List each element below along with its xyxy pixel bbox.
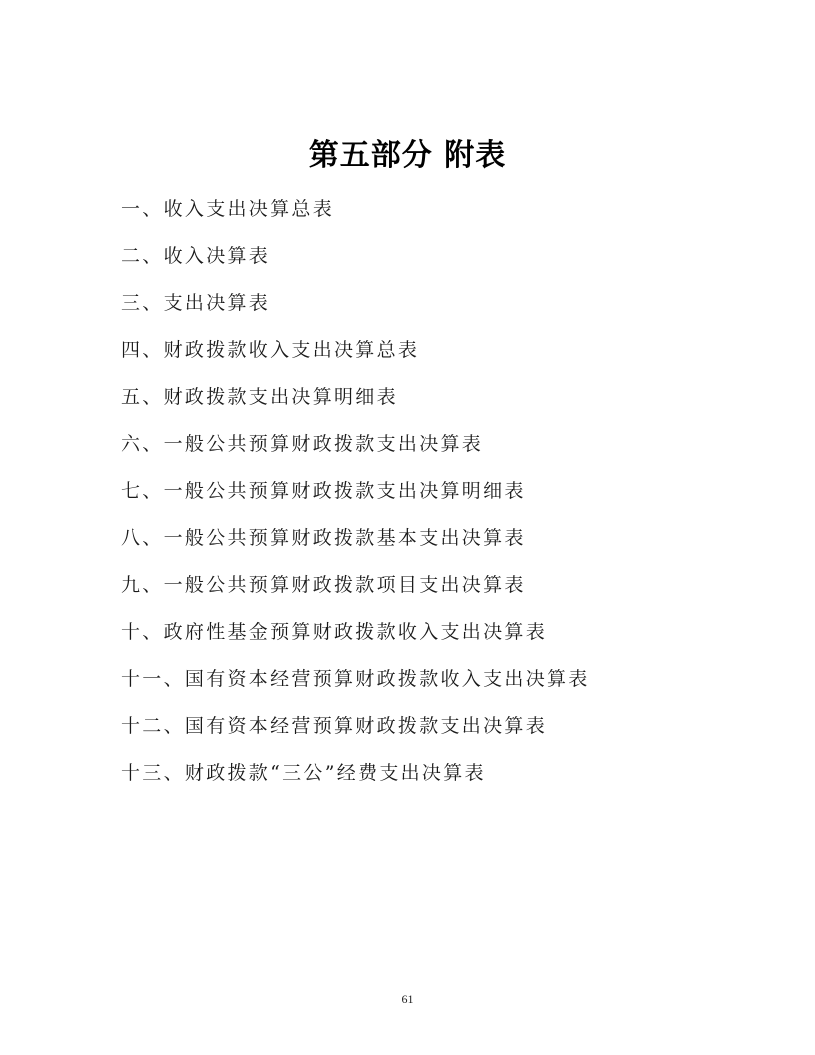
page-title: 第五部分 附表 [308, 138, 507, 173]
list-item: 十一、国有资本经营预算财政拨款收入支出决算表 [121, 668, 590, 690]
list-item: 三、支出决算表 [121, 292, 271, 314]
list-item: 一、收入支出决算总表 [121, 198, 335, 220]
list-item: 十、政府性基金预算财政拨款收入支出决算表 [121, 621, 548, 643]
list-item: 四、财政拨款收入支出决算总表 [121, 339, 420, 361]
list-item: 十二、国有资本经营预算财政拨款支出决算表 [121, 715, 548, 737]
page-number: 61 [401, 992, 414, 1006]
list-item: 九、一般公共预算财政拨款项目支出决算表 [121, 574, 526, 596]
list-item: 七、一般公共预算财政拨款支出决算明细表 [121, 480, 526, 502]
list-item: 六、一般公共预算财政拨款支出决算表 [121, 433, 484, 455]
list-item: 十三、财政拨款“三公”经费支出决算表 [121, 762, 486, 784]
list-item: 八、一般公共预算财政拨款基本支出决算表 [121, 527, 526, 549]
list-item: 二、收入决算表 [121, 245, 271, 267]
list-item: 五、财政拨款支出决算明细表 [121, 386, 398, 408]
appendix-table-list [121, 194, 590, 805]
